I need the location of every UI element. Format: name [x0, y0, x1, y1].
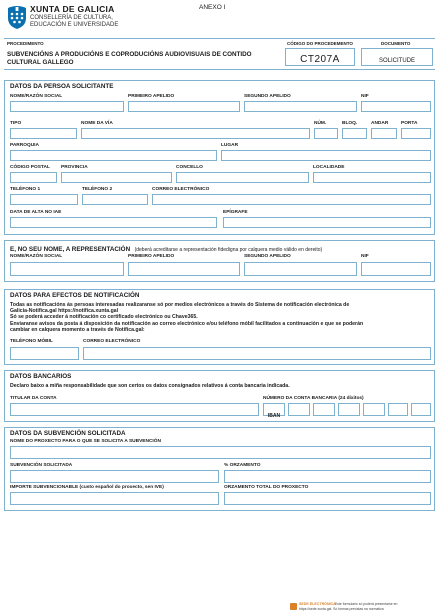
- door-field[interactable]: [401, 128, 431, 139]
- xunta-crest-icon: [6, 4, 28, 30]
- label-rep-surname2: SEGUNDO APELIDO: [244, 254, 291, 259]
- label-door: PORTA: [401, 121, 418, 126]
- nif-field[interactable]: [361, 101, 431, 112]
- label-amount: IMPORTE SUBVENCIONABLE (custo español do proxecto, sen IVE): [10, 485, 164, 490]
- label-project: NOME DO PROXECTO PARA O QUE SE SOLICITA A SUBVENCIÓN: [10, 439, 161, 444]
- notification-line4: Enviaranse avisos da posta á disposición da notificación ao correo electrónico e/ou teléfono móbil facilitados a continuación e que se poderán: [10, 320, 364, 327]
- epigraph-field[interactable]: [223, 217, 431, 228]
- label-postal: CÓDIGO POSTAL: [10, 165, 50, 170]
- code-value: CT207A: [300, 54, 340, 65]
- label-nif: NIF: [361, 94, 369, 99]
- label-epigraph: EPÍGRAFE: [223, 210, 248, 215]
- amount-field[interactable]: [10, 492, 219, 505]
- place-field[interactable]: [221, 150, 431, 161]
- label-requested: SUBVENCIÓN SOLICITADA: [10, 463, 73, 468]
- applicant-title: DATOS DA PERSOA SOLICITANTE: [10, 83, 114, 90]
- label-account: NÚMERO DA CONTA BANCARIA (24 díxitos): [263, 396, 364, 401]
- street-field[interactable]: [81, 128, 310, 139]
- representative-title: E, NO SEU NOME, A REPRESENTACIÓN: [10, 246, 131, 253]
- label-street: NOME DA VÍA: [81, 121, 113, 126]
- label-province: PROVINCIA: [61, 165, 88, 170]
- bank-declaration: Declaro baixo a miña responsabilidade que son certos os datos consignados relativos á conta bancaria indicada.: [10, 383, 290, 389]
- label-phone1: TELÉFONO 1: [10, 187, 41, 192]
- sede-logo-text: SEDE ELECTRÓNICA: [299, 602, 336, 606]
- rep-surname2-field[interactable]: [244, 262, 357, 276]
- postal-field[interactable]: [10, 172, 57, 183]
- footer-text2: https://sede.xunta.gal. Só formas previstas na normativa: [299, 607, 384, 611]
- representative-note: (deberá acreditarse a representación fidedigna por calquera medio válido en dereito): [134, 247, 323, 253]
- number-field[interactable]: [314, 128, 338, 139]
- surname2-field[interactable]: [244, 101, 357, 112]
- label-rep-nif: NIF: [361, 254, 369, 259]
- iban-label: IBAN: [267, 413, 281, 419]
- footer: [290, 602, 436, 614]
- label-place: LUGAR: [221, 143, 239, 148]
- notification-text: [10, 302, 432, 333]
- label-name: NOME/RAZÓN SOCIAL: [10, 94, 63, 99]
- account-field-2[interactable]: [313, 403, 335, 416]
- locality-field[interactable]: [313, 172, 431, 183]
- subsidy-title: DATOS DA SUBVENCIÓN SOLICITADA: [10, 430, 126, 437]
- representative-heading: [10, 243, 322, 254]
- xunta-logo: [6, 4, 28, 30]
- rep-surname1-field[interactable]: [128, 262, 240, 276]
- label-rep-surname1: PRIMEIRO APELIDO: [128, 254, 175, 259]
- notification-line3: Só se poderá acceder á notificación co certificado electrónico ou Chave365.: [10, 314, 198, 321]
- notification-line2: Galicia-Notifica.gal https://notifica.xunta.gal: [10, 308, 119, 315]
- budget-field[interactable]: [224, 492, 431, 505]
- footer-text1: Este formulario só poderá presentarse en: [335, 602, 398, 606]
- notification-line5: cambiar en calquera momento a través de Notifica.gal:: [10, 326, 145, 333]
- doc-value: SOLICITUDE: [378, 58, 415, 64]
- account-field-4[interactable]: [363, 403, 385, 416]
- section-applicant: [4, 80, 435, 235]
- bank-title: DATOS BANCARIOS: [10, 373, 72, 380]
- requested-field[interactable]: [10, 470, 219, 483]
- section-subsidy: [4, 427, 435, 511]
- percent-field[interactable]: [224, 470, 431, 483]
- account-field-6[interactable]: [411, 403, 431, 416]
- procedure-bar: [4, 38, 435, 70]
- account-field-1[interactable]: [288, 403, 310, 416]
- floor-field[interactable]: [371, 128, 397, 139]
- label-parish: PARROQUIA: [10, 143, 39, 148]
- name-field[interactable]: [10, 101, 124, 112]
- label-budget: ORZAMENTO TOTAL DO PROXECTO: [224, 485, 309, 490]
- procedure-label: PROCEDIMENTO: [7, 41, 44, 46]
- procedure-title: SUBVENCIÓNS A PRODUCIÓNS E COPRODUCIÓNS AUDIOVISUAIS DE CONTIDO CULTURAL GALLEGO: [7, 51, 252, 66]
- account-field-5[interactable]: [388, 403, 408, 416]
- code-box: [285, 48, 355, 66]
- notif-email-field[interactable]: [83, 347, 431, 360]
- label-percent: % ORZAMENTO: [224, 463, 261, 468]
- label-phone2: TELÉFONO 2: [82, 187, 113, 192]
- holder-field[interactable]: [10, 403, 259, 416]
- logo-sub1: CONSELLERÍA DE CULTURA,: [30, 15, 113, 21]
- label-surname1: PRIMEIRO APELIDO: [128, 94, 175, 99]
- phone2-field[interactable]: [82, 194, 148, 205]
- label-surname2: SEGUNDO APELIDO: [244, 94, 291, 99]
- mobile-field[interactable]: [10, 347, 79, 360]
- parish-field[interactable]: [10, 150, 217, 161]
- project-field[interactable]: [10, 446, 431, 459]
- block-field[interactable]: [342, 128, 367, 139]
- label-floor: ANDAR: [371, 121, 389, 126]
- rep-name-field[interactable]: [10, 262, 124, 276]
- label-rep-name: NOME/RAZÓN SOCIAL: [10, 254, 63, 259]
- notification-title: DATOS PARA EFECTOS DE NOTIFICACIÓN: [10, 292, 140, 299]
- label-holder: TITULAR DA CONTA: [10, 396, 57, 401]
- logo-title: XUNTA DE GALICIA: [30, 4, 115, 14]
- iae-date-field[interactable]: [10, 217, 217, 228]
- label-type: TIPO: [10, 121, 22, 126]
- council-field[interactable]: [176, 172, 309, 183]
- section-representative: [4, 240, 435, 282]
- iban-box: [263, 403, 285, 419]
- doc-label: DOCUMENTO: [381, 41, 411, 46]
- annex-label: ANEXO I: [199, 4, 226, 11]
- section-notification: [4, 289, 435, 365]
- type-field[interactable]: [10, 128, 77, 139]
- label-council: CONCELLO: [176, 165, 203, 170]
- label-number: NÚM.: [314, 121, 327, 126]
- sede-logo-icon: [290, 603, 297, 610]
- label-mobile: TELÉFONO MÓBIL: [10, 339, 53, 344]
- province-field[interactable]: [61, 172, 172, 183]
- logo-sub2: EDUCACIÓN E UNIVERSIDADE: [30, 22, 119, 28]
- notification-line1: Todas as notificacións ás persoas interesadas realizaranse só por medios electrónicos a través do Sistema de notificación electrónica de: [10, 302, 350, 308]
- rep-nif-field[interactable]: [361, 262, 431, 276]
- label-email: CORREO ELECTRÓNICO: [152, 187, 210, 192]
- label-iae-date: DATA DE ALTA NO IAE: [10, 210, 62, 215]
- section-bank: [4, 370, 435, 422]
- label-locality: LOCALIDADE: [313, 165, 345, 170]
- label-notif-email: CORREO ELECTRÓNICO: [83, 339, 141, 344]
- code-label: CÓDIGO DO PROCEDEMENTO: [287, 41, 353, 46]
- phone1-field[interactable]: [10, 194, 78, 205]
- label-block: BLOQ.: [342, 121, 358, 126]
- email-field[interactable]: [152, 194, 431, 205]
- doc-box: [361, 48, 433, 66]
- surname1-field[interactable]: [128, 101, 240, 112]
- account-field-3[interactable]: [338, 403, 360, 416]
